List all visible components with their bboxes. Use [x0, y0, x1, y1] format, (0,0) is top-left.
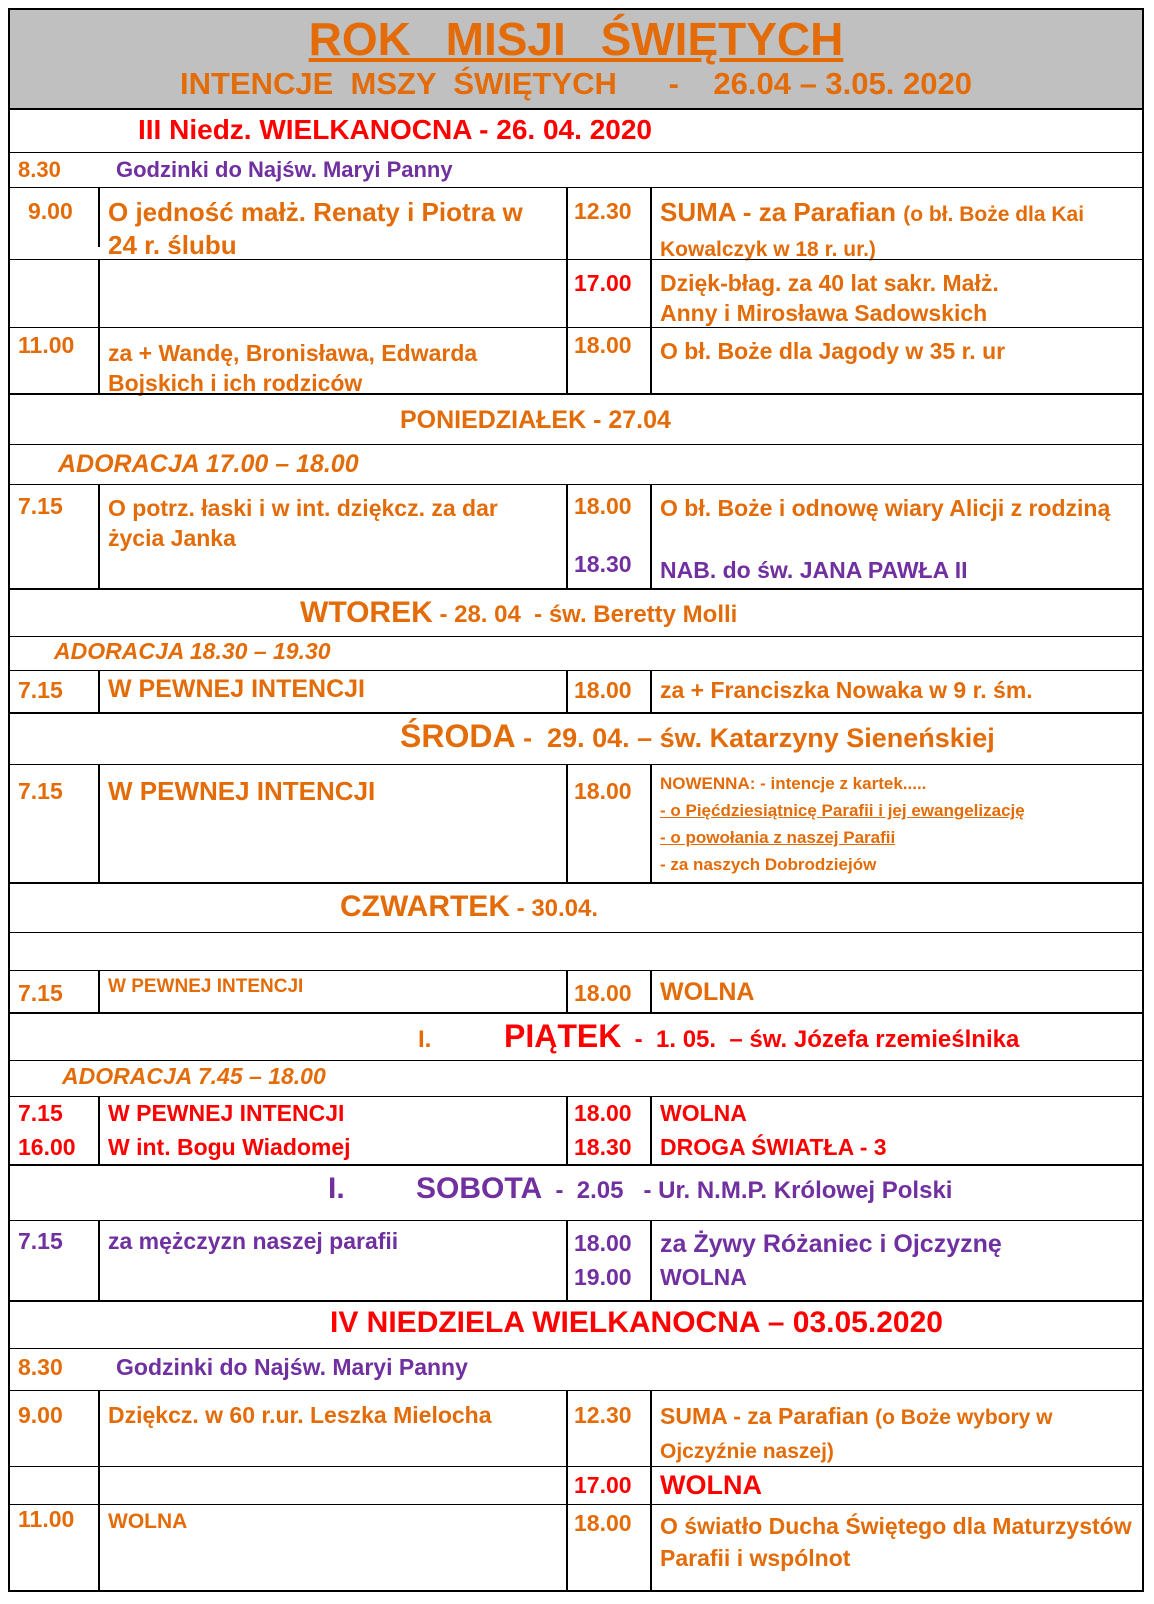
- friday-time-1600: 16.00: [18, 1134, 76, 1160]
- sunday2-heading: IV NIEDZIELA WIELKANOCNA – 03.05.2020: [330, 1306, 943, 1339]
- sunday2-intention-1700: WOLNA: [660, 1470, 762, 1500]
- page-title: ROK MISJI ŚWIĘTYCH: [308, 13, 844, 65]
- schedule-sheet: [8, 8, 1144, 1592]
- thursday-heading-day: CZWARTEK: [340, 890, 510, 923]
- sunday1-godzinki: Godzinki do Najśw. Maryi Panny: [116, 157, 453, 182]
- sunday1-time-1230: 12.30: [574, 198, 632, 224]
- thursday-intention-1800: WOLNA: [660, 978, 755, 1006]
- sunday2-time-900: 9.00: [18, 1402, 63, 1428]
- saturday-intention-715: za mężczyzn naszej parafii: [108, 1228, 399, 1254]
- friday-intention-1800: WOLNA: [660, 1100, 747, 1126]
- sunday2-time-1100: 11.00: [18, 1506, 75, 1532]
- sunday2-suma: [660, 1400, 1130, 1468]
- header-band: [10, 10, 1142, 108]
- tuesday-intention-1800: za + Franciszka Nowaka w 9 r. śm.: [660, 677, 1033, 703]
- sunday2-time-1700: 17.00: [574, 1472, 632, 1498]
- sunday2-godzinki: Godzinki do Najśw. Maryi Panny: [116, 1354, 468, 1380]
- sunday2-suma-note: (o Boże wybory w Ojczyźnie naszej): [660, 1406, 1053, 1463]
- saturday-time-1900: 19.00: [574, 1264, 632, 1290]
- friday-time-715: 7.15: [18, 1100, 63, 1126]
- wednesday-novena-item1: - intencje z kartek.....: [755, 774, 927, 793]
- friday-heading-rest: - 1. 05. – św. Józefa rzemieślnika: [621, 1026, 1020, 1053]
- sunday1-heading: III Niedz. WIELKANOCNA - 26. 04. 2020: [138, 114, 652, 145]
- saturday-intention-1800: za Żywy Różaniec i Ojczyznę: [660, 1230, 1002, 1258]
- tuesday-time-1800: 18.00: [574, 677, 632, 703]
- tuesday-time-715: 7.15: [18, 677, 63, 703]
- wednesday-novena-item4: - za naszych Dobrodziejów: [660, 855, 877, 874]
- sunday1-suma: [660, 196, 1130, 266]
- friday-time-1830: 18.30: [574, 1134, 632, 1160]
- sunday2-suma-main: SUMA - za Parafian: [660, 1403, 869, 1429]
- monday-time-1800: 18.00: [574, 493, 632, 519]
- monday-intention-715: O potrz. łaski i w int. dziękcz. za dar życia Janka: [108, 495, 498, 551]
- wednesday-heading-day: ŚRODA: [400, 718, 516, 754]
- saturday-heading-day: SOBOTA: [416, 1172, 543, 1205]
- friday-adoration: ADORACJA 7.45 – 18.00: [62, 1063, 326, 1089]
- sunday1-suma-note: (o bł. Boże dla Kai Kowalczyk w 18 r. ur.): [660, 203, 1085, 261]
- sunday2-time-1230: 12.30: [574, 1402, 632, 1428]
- friday-heading: [504, 1018, 1019, 1055]
- sunday1-time-1100: 11.00: [18, 332, 75, 358]
- saturday-time-715: 7.15: [18, 1228, 63, 1254]
- sunday2-time-1800: 18.00: [574, 1510, 632, 1536]
- thursday-time-1800: 18.00: [574, 980, 632, 1006]
- sunday2-intention-900: Dziękcz. w 60 r.ur. Leszka Mielocha: [108, 1402, 492, 1428]
- sunday1-intention-1100: za + Wandę, Bronisława, Edwarda Bojskich i ich rodziców: [108, 340, 478, 396]
- tuesday-adoration: ADORACJA 18.30 – 19.30: [54, 638, 331, 664]
- wednesday-time-715: 7.15: [18, 778, 63, 804]
- monday-time-1830: 18.30: [574, 551, 632, 577]
- sunday1-suma-main: SUMA - za Parafian: [660, 197, 896, 227]
- friday-intention-1600: W int. Bogu Wiadomej: [108, 1134, 351, 1160]
- saturday-heading: [416, 1172, 952, 1206]
- monday-intention-1800: O bł. Boże i odnowę wiary Alicji z rodziną: [660, 495, 1111, 521]
- saturday-heading-rest: - 2.05 - Ur. N.M.P. Królowej Polski: [542, 1177, 953, 1204]
- monday-adoration: ADORACJA 17.00 – 18.00: [58, 450, 359, 478]
- sunday2-intention-1800: O światło Ducha Świętego dla Maturzystów Parafii i wspólnot: [660, 1513, 1132, 1571]
- wednesday-novena-item2: - o Pięćdziesiątnicę Parafii i jej ewangelizację: [660, 801, 1025, 820]
- sunday1-time-1800: 18.00: [574, 332, 632, 358]
- monday-heading: PONIEDZIAŁEK - 27.04: [400, 406, 671, 434]
- wednesday-novena-label: NOWENNA:: [660, 774, 756, 793]
- tuesday-intention-715: W PEWNEJ INTENCJI: [108, 675, 365, 703]
- wednesday-heading-rest: - 29. 04. – św. Katarzyny Sieneńskiej: [515, 723, 995, 753]
- thursday-intention-715: W PEWNEJ INTENCJI: [108, 976, 304, 997]
- saturday-intention-1900: WOLNA: [660, 1264, 747, 1290]
- sunday2-time-830: 8.30: [18, 1354, 63, 1380]
- sunday1-time-1700: 17.00: [574, 270, 632, 296]
- sunday2-intention-1100: WOLNA: [108, 1510, 188, 1533]
- page-subtitle: INTENCJE MSZY ŚWIĘTYCH - 26.04 – 3.05. 2020: [180, 66, 972, 101]
- sunday1-time-830: 8.30: [18, 157, 61, 182]
- thursday-heading-rest: - 30.04.: [509, 895, 599, 922]
- friday-heading-day: PIĄTEK: [504, 1018, 622, 1054]
- wednesday-time-1800: 18.00: [574, 778, 632, 804]
- tuesday-heading-day: WTOREK: [300, 596, 433, 629]
- saturday-time-1800: 18.00: [574, 1230, 632, 1256]
- thursday-heading: [340, 890, 598, 924]
- monday-novena-jp2: NAB. do św. JANA PAWŁA II: [660, 557, 968, 583]
- friday-intention-715: W PEWNEJ INTENCJI: [108, 1100, 345, 1126]
- thursday-time-715: 7.15: [18, 980, 63, 1006]
- friday-droga-swiatla: DROGA ŚWIATŁA - 3: [660, 1134, 887, 1160]
- wednesday-novena-item3: - o powołania z naszej Parafii: [660, 828, 896, 847]
- monday-time-715: 7.15: [18, 493, 63, 519]
- sunday1-intention-1800: O bł. Boże dla Jagody w 35 r. ur: [660, 338, 1006, 364]
- sunday1-time-900: 9.00: [28, 198, 73, 224]
- friday-time-1800: 18.00: [574, 1100, 632, 1126]
- wednesday-intention-715: W PEWNEJ INTENCJI: [108, 776, 376, 806]
- wednesday-novena-line1: [660, 774, 926, 794]
- wednesday-heading: [400, 718, 995, 755]
- friday-prefix: I.: [418, 1026, 432, 1053]
- saturday-prefix: I.: [328, 1172, 345, 1205]
- sunday1-intention-1700: Dzięk-błag. za 40 lat sakr. Małż. Anny i Mirosława Sadowskich: [660, 270, 999, 326]
- sunday1-intention-900: O jedność małż. Renaty i Piotra w 24 r. ślubu: [108, 197, 523, 260]
- tuesday-heading: [300, 596, 737, 630]
- tuesday-heading-rest: - 28. 04 - św. Beretty Molli: [432, 601, 738, 628]
